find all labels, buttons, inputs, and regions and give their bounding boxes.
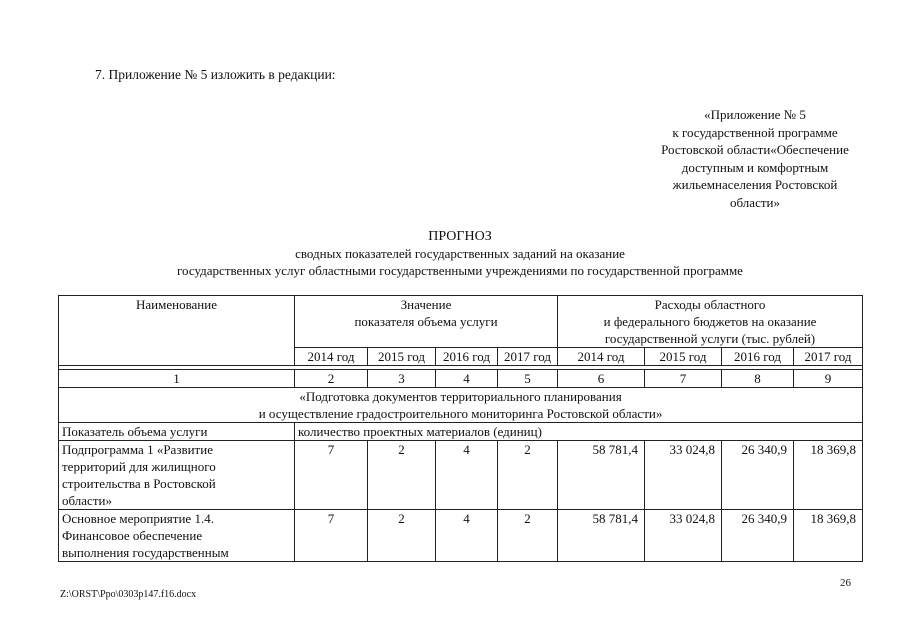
row-name-line: области» — [62, 493, 112, 508]
file-path: Z:\ORST\Ppo\0303p147.f16.docx — [60, 589, 197, 600]
service-title — [59, 388, 863, 423]
appendix-line: жильемнаселения Ростовской — [672, 177, 838, 192]
row-name-line: строительства в Ростовской — [62, 476, 216, 491]
header-expenses-line: государственной услуги (тыс. рублей) — [604, 331, 816, 346]
year-cell: 2015 год — [645, 348, 722, 366]
value-cell: 2 — [498, 510, 558, 562]
column-number: 6 — [558, 370, 645, 388]
value-cell: 2 — [498, 441, 558, 510]
year-cell: 2016 год — [436, 348, 498, 366]
document-title — [60, 228, 860, 279]
year-cell: 2017 год — [794, 348, 863, 366]
year-cell: 2016 год — [722, 348, 794, 366]
header-row — [59, 296, 863, 348]
header-name: Наименование — [59, 296, 295, 366]
value-cell: 7 — [295, 510, 368, 562]
row-name — [59, 510, 295, 562]
header-expenses-line: и федерального бюджетов на оказание — [603, 314, 817, 329]
row-name — [59, 441, 295, 510]
value-cell: 2 — [368, 441, 436, 510]
title-heading: ПРОГНОЗ — [428, 229, 492, 244]
column-number: 2 — [295, 370, 368, 388]
year-cell: 2014 год — [558, 348, 645, 366]
header-expenses-line: Расходы областного — [654, 297, 766, 312]
page-number: 26 — [840, 577, 851, 589]
appendix-line: области» — [730, 194, 780, 210]
header-value-line: Значение — [400, 297, 452, 312]
expense-cell: 18 369,8 — [794, 441, 863, 510]
row-name-line: Основное мероприятие 1.4. — [62, 511, 214, 526]
expense-cell: 33 024,8 — [645, 441, 722, 510]
value-cell: 2 — [368, 510, 436, 562]
column-numbers-row — [59, 370, 863, 388]
column-number: 5 — [498, 370, 558, 388]
service-title-line: и осуществление градостроительного мониторинга Ростовской области» — [258, 406, 663, 421]
indicator-value: количество проектных материалов (единиц) — [295, 423, 863, 441]
appendix-line: Ростовской области«Обеспечение — [661, 142, 849, 157]
year-cell: 2014 год — [295, 348, 368, 366]
row-name-line: Подпрограмма 1 «Развитие — [62, 442, 213, 457]
row-name-line: Финансовое обеспечение — [62, 528, 203, 543]
value-cell: 4 — [436, 441, 498, 510]
expense-cell: 18 369,8 — [794, 510, 863, 562]
value-cell: 7 — [295, 441, 368, 510]
indicator-label: Показатель объема услуги — [59, 423, 295, 441]
column-number: 4 — [436, 370, 498, 388]
appendix-line: к государственной программе — [672, 124, 838, 140]
value-cell: 4 — [436, 510, 498, 562]
expense-cell: 26 340,9 — [722, 441, 794, 510]
table-row — [59, 510, 863, 562]
column-number: 3 — [368, 370, 436, 388]
expense-cell: 26 340,9 — [722, 510, 794, 562]
expense-cell: 58 781,4 — [558, 441, 645, 510]
appendix-line: «Приложение № 5 — [704, 107, 806, 122]
forecast-table — [58, 295, 863, 562]
expense-cell: 58 781,4 — [558, 510, 645, 562]
column-number: 9 — [794, 370, 863, 388]
service-title-row — [59, 388, 863, 423]
row-name-line: территорий для жилищного — [62, 459, 216, 474]
column-number: 7 — [645, 370, 722, 388]
title-line: государственных услуг областными государственными учреждениями по государственной программе — [177, 263, 743, 278]
column-number: 1 — [59, 370, 295, 388]
header-expenses — [558, 296, 863, 348]
intro-text: 7. Приложение № 5 изложить в редакции: — [95, 67, 336, 82]
row-name-line: выполнения государственным — [62, 545, 229, 560]
expense-cell: 33 024,8 — [645, 510, 722, 562]
table-row — [59, 441, 863, 510]
year-cell: 2015 год — [368, 348, 436, 366]
appendix-line: доступным и комфортным — [681, 159, 829, 175]
header-value — [295, 296, 558, 348]
title-line: сводных показателей государственных заданий на оказание — [295, 246, 625, 261]
column-number: 8 — [722, 370, 794, 388]
appendix-header — [630, 106, 880, 211]
year-cell: 2017 год — [498, 348, 558, 366]
header-value-line: показателя объема услуги — [354, 314, 498, 329]
indicator-row — [59, 423, 863, 441]
service-title-line: «Подготовка документов территориального планирования — [299, 389, 622, 404]
